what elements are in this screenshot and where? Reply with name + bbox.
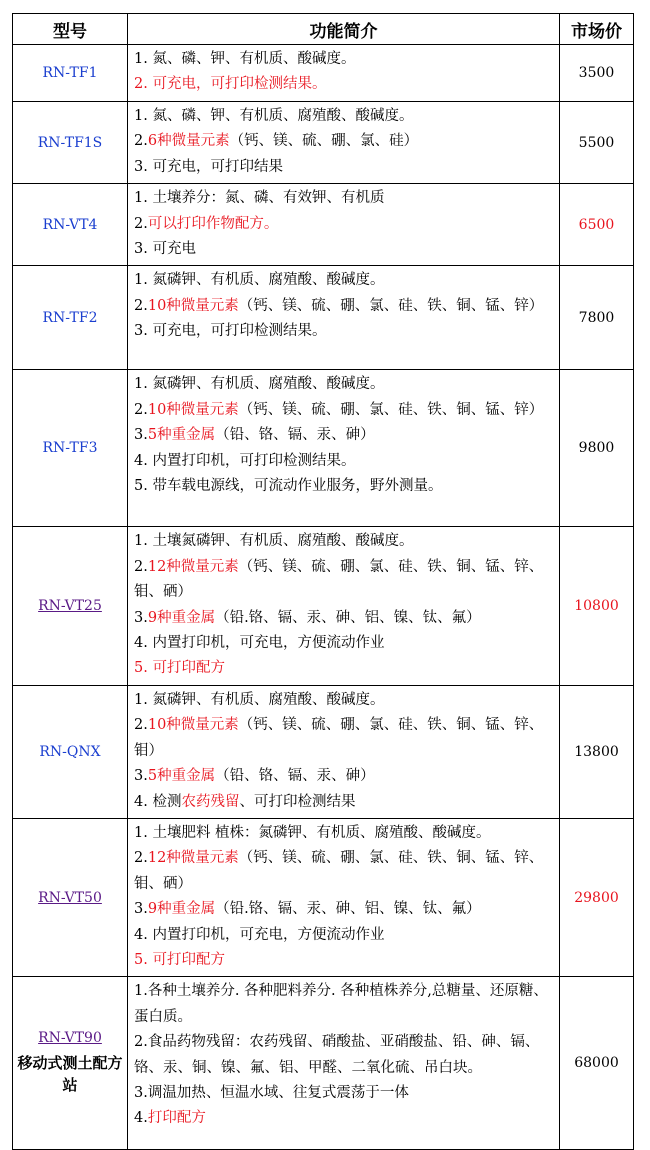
model-name: RN-TF1 — [42, 65, 98, 81]
feature-text: 1. 氮磷钾、有机质、腐殖酸、酸碱度。 — [134, 272, 385, 289]
feature-line — [134, 897, 555, 922]
table-body — [13, 45, 634, 1150]
features-cell — [128, 977, 560, 1150]
highlight-text: 2. 可充电，可打印检测结果。 — [134, 76, 327, 93]
model-cell — [13, 685, 128, 818]
feature-text: 4. 内置打印机，可充电，方便流动作业 — [134, 926, 385, 943]
features-cell — [128, 818, 560, 976]
model-link[interactable]: RN-VT50 — [38, 889, 102, 906]
line-number: 3. — [134, 609, 148, 626]
feature-line — [134, 47, 555, 72]
table-header-row — [13, 14, 634, 45]
feature-line — [134, 129, 555, 154]
table-row — [13, 266, 634, 370]
feature-text: 1. 土壤肥料 植株：氮磷钾、有机质、腐殖酸、酸碱度。 — [134, 824, 491, 841]
feature-line — [134, 474, 555, 499]
feature-text: 5. 带车载电源线，可流动作业服务，野外测量。 — [134, 478, 443, 495]
feature-line — [134, 713, 555, 764]
feature-line — [134, 423, 555, 448]
feature-line — [134, 1030, 555, 1081]
line-number: 3. — [134, 901, 148, 918]
feature-text: 1.各种土壤养分. 各种肥料养分. 各种植株养分,总糖量、还原糖、蛋白质。 — [134, 983, 548, 1025]
price-cell: 10800 — [560, 527, 634, 685]
table-row — [13, 370, 634, 527]
feature-line — [134, 923, 555, 948]
highlight-text: 打印配方 — [147, 1110, 206, 1127]
line-number: 4. — [134, 1110, 148, 1127]
model-link[interactable]: RN-VT25 — [38, 598, 102, 615]
price-cell: 68000 — [560, 977, 634, 1150]
line-number: 2. — [134, 558, 148, 575]
feature-line — [134, 606, 555, 631]
feature-text: （钙、镁、硫、硼、氯、硅、铁、铜、锰、锌、钼、硒） — [134, 558, 544, 601]
table-row — [13, 977, 634, 1150]
feature-line — [134, 631, 555, 656]
feature-text: 1. 土壤养分：氮、磷、有效钾、有机质 — [134, 190, 385, 207]
feature-line — [134, 212, 555, 237]
table-row — [13, 685, 634, 818]
feature-line — [134, 656, 555, 681]
feature-text: 3.调温加热、恒温水域、往复式震荡于一体 — [134, 1084, 409, 1101]
feature-line — [134, 764, 555, 789]
line-number: 4. 检测 — [134, 793, 182, 810]
feature-text: 1. 氮磷钾、有机质、腐殖酸、酸碱度。 — [134, 376, 385, 393]
feature-line — [134, 790, 555, 815]
table-row — [13, 527, 634, 685]
model-cell — [13, 370, 128, 527]
model-name: RN-QNX — [39, 743, 101, 760]
line-number: 2. — [134, 717, 148, 734]
feature-text: 3. 可充电 — [134, 241, 196, 258]
feature-text: 、可打印检测结果 — [239, 793, 356, 810]
price-cell: 29800 — [560, 818, 634, 976]
model-cell — [13, 102, 128, 184]
feature-line — [134, 72, 555, 97]
feature-line — [134, 1106, 555, 1131]
model-name: RN-TF2 — [42, 309, 98, 326]
highlight-text: 10种微量元素 — [147, 717, 239, 734]
highlight-text: 10种微量元素 — [147, 297, 239, 314]
product-price-table — [12, 13, 634, 1150]
model-cell — [13, 527, 128, 685]
table-row — [13, 184, 634, 266]
feature-text: （钙、镁、硫、硼、氯、硅、铁、铜、锰、锌、钼、硒） — [134, 850, 544, 892]
line-number: 2. — [134, 401, 148, 418]
header-model: 型号 — [13, 14, 128, 45]
highlight-text: 9种重金属 — [147, 609, 216, 626]
model-cell — [13, 818, 128, 976]
highlight-text: 5种重金属 — [147, 427, 216, 444]
header-features: 功能简介 — [128, 14, 560, 45]
feature-line — [134, 846, 555, 897]
feature-text: （钙、镁、硫、硼、氯、硅、铁、铜、锰、锌） — [238, 401, 544, 418]
feature-text: 4. 内置打印机，可充电，方便流动作业 — [134, 635, 385, 652]
model-name: RN-TF3 — [42, 440, 98, 457]
table-row — [13, 818, 634, 976]
feature-line — [134, 237, 555, 262]
feature-text: （铅.铬、镉、汞、砷、铝、镍、钛、氟） — [215, 901, 481, 918]
features-cell — [128, 527, 560, 685]
feature-line — [134, 821, 555, 846]
highlight-text: 农药残留 — [181, 793, 240, 810]
feature-line — [134, 688, 555, 713]
price-cell: 9800 — [560, 370, 634, 527]
price-cell: 13800 — [560, 685, 634, 818]
feature-text: 1. 氮、磷、钾、有机质、腐殖酸、酸碱度。 — [134, 108, 414, 124]
feature-text: （铅、铬、镉、汞、砷） — [215, 427, 375, 444]
features-cell — [128, 184, 560, 266]
highlight-text: 10种微量元素 — [147, 401, 239, 418]
feature-text: （钙、镁、硫、硼、氯、硅、铁、铜、锰、锌、钼） — [134, 717, 544, 759]
feature-line — [134, 948, 555, 973]
price-table-container — [12, 13, 634, 1150]
feature-text: （铅、铬、镉、汞、砷） — [215, 768, 375, 785]
features-cell — [128, 685, 560, 818]
feature-line — [134, 979, 555, 1030]
price-cell: 5500 — [560, 102, 634, 184]
features-cell — [128, 102, 560, 184]
model-name: RN-TF1S — [37, 134, 103, 151]
model-name: RN-VT4 — [42, 216, 98, 233]
features-cell — [128, 45, 560, 102]
feature-line — [134, 449, 555, 474]
feature-text: （钙、镁、硫、硼、氯、硅、铁、铜、锰、锌） — [238, 297, 544, 314]
feature-line — [134, 294, 555, 319]
line-number: 3. — [134, 427, 148, 444]
model-cell — [13, 266, 128, 370]
model-link[interactable]: RN-VT90 — [38, 1030, 102, 1047]
model-subtitle: 移动式测土配方站 — [17, 1054, 123, 1095]
line-number: 2. — [134, 215, 148, 232]
feature-line — [134, 186, 555, 211]
feature-line — [134, 104, 555, 129]
feature-line — [134, 398, 555, 423]
feature-text: 1. 土壤氮磷钾、有机质、腐殖酸、酸碱度。 — [134, 533, 414, 550]
feature-line — [134, 529, 555, 554]
feature-line — [134, 155, 555, 180]
highlight-text: 9种重金属 — [147, 901, 216, 918]
price-cell: 3500 — [560, 45, 634, 102]
highlight-text: 可以打印作物配方。 — [147, 215, 279, 232]
feature-line — [134, 268, 555, 293]
line-number: 2. — [134, 297, 148, 314]
highlight-text: 12种微量元素 — [147, 558, 239, 575]
feature-line — [134, 555, 555, 606]
features-cell — [128, 370, 560, 527]
features-cell — [128, 266, 560, 370]
table-row — [13, 45, 634, 102]
table-row — [13, 102, 634, 184]
price-cell: 7800 — [560, 266, 634, 370]
highlight-text: 5种重金属 — [147, 768, 216, 785]
feature-text: 3. 可充电，可打印检测结果。 — [134, 323, 327, 340]
feature-text: 3. 可充电，可打印结果 — [134, 158, 283, 175]
feature-text: 1. 氮、磷、钾、有机质、酸碱度。 — [134, 51, 356, 67]
header-price: 市场价 — [560, 14, 634, 45]
feature-line — [134, 372, 555, 397]
feature-line — [134, 319, 555, 344]
feature-text: 4. 内置打印机，可打印检测结果。 — [134, 452, 356, 469]
feature-line — [134, 1081, 555, 1106]
feature-text: （钙、镁、硫、硼、氯、硅） — [229, 133, 419, 150]
feature-text: （铅.铬、镉、汞、砷、铝、镍、钛、氟） — [215, 609, 481, 626]
highlight-text: 5. 可打印配方 — [134, 951, 225, 968]
model-cell — [13, 184, 128, 266]
model-cell — [13, 977, 128, 1150]
highlight-text: 5. 可打印配方 — [134, 660, 225, 677]
feature-text: 2.食品药物残留：农药残留、硝酸盐、亚硝酸盐、铅、砷、镉、铬、汞、铜、镍、氟、铝、甲醛、二氧化硫、吊白块。 — [134, 1034, 540, 1076]
highlight-text: 6种微量元素 — [147, 133, 230, 150]
line-number: 3. — [134, 768, 148, 785]
feature-text: 1. 氮磷钾、有机质、腐殖酸、酸碱度。 — [134, 691, 385, 708]
line-number: 2. — [134, 133, 148, 150]
price-cell: 6500 — [560, 184, 634, 266]
line-number: 2. — [134, 850, 148, 867]
highlight-text: 12种微量元素 — [147, 850, 239, 867]
model-cell — [13, 45, 128, 102]
